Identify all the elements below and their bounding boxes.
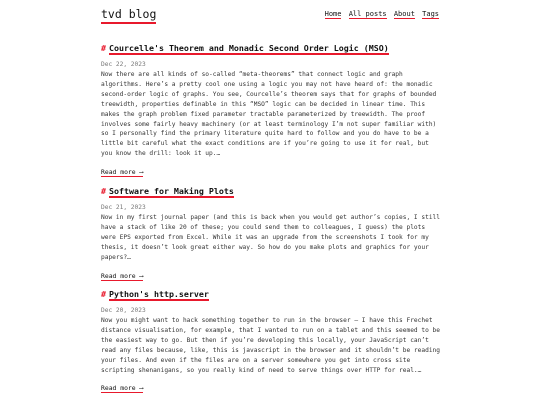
post-title-link[interactable]: Software for Making Plots	[109, 186, 234, 196]
post-title-link[interactable]: Python's http.server	[109, 289, 209, 299]
site-title-link[interactable]: tvd blog	[101, 8, 156, 24]
post-excerpt: Now in my first journal paper (and this is back when you would get author’s copies, I still have a stack of like 20 of these; you could send them to colleagues, I guess) the plots were EPS exported from Excel. While it was an upgrade from the screenshots I took for my thesis, it doesn’t look great either way. So how do you make plots and graphics for your papers?…	[101, 214, 440, 261]
post-title[interactable]	[101, 289, 441, 300]
post-title-link[interactable]: Courcelle's Theorem and Monadic Second Order Logic (MSO)	[109, 43, 389, 53]
nav-about-link[interactable]: About	[393, 10, 415, 18]
post-title[interactable]	[101, 43, 441, 54]
post-excerpt: Now there are all kinds of so-called “meta-theorems” that connect logic and graph algorithms. Here’s a pretty cool one using a logic you may not have heard of: the monadic second-order logic of graphs. You see, Courcelle’s theorem says that for graphs of bounded treewidth, properties definable in this “MSO” logic can be decided in linear time. This makes the graph problem fixed parameter tractable parameterized by treewidth. The proof involves some fairly heavy machinery (or at least terminology I’m not super familiar with) so I personally find the primary literature quite hard to follow and you do have to be a little bit careful what the exact conditions are if you’re going to use it for real, but you know the drill: look it up.…	[101, 71, 437, 158]
read-more-link[interactable]: Read more ⟶	[101, 168, 144, 177]
post-date: Dec 21, 2023	[101, 204, 146, 211]
post-item	[101, 289, 441, 394]
read-more-link[interactable]: Read more ⟶	[101, 271, 144, 280]
top-nav	[322, 10, 439, 19]
read-more-link[interactable]: Read more ⟶	[101, 384, 144, 393]
post-date: Dec 22, 2023	[101, 61, 146, 68]
post-excerpt: Now you might want to hack something together to run in the browser – I have this Frechet distance visualisation, for example, that I wanted to run on a tablet and this seemed to be the easiest way to go. But then if you’re developing this locally, your JavaScript can’t read any files because, like, this is javascript in the browser and it shouldn’t be reading your files. And even if the files are on a server somewhere you get into cross site scripting shenanigans, so you really kind of need to serve things over HTTP for real.…	[101, 317, 440, 374]
hash-icon: #	[101, 43, 106, 53]
post-item	[101, 186, 441, 282]
nav-home-link[interactable]: Home	[324, 10, 342, 18]
post-title[interactable]	[101, 186, 441, 197]
hash-icon: #	[101, 289, 106, 299]
nav-all-posts-link[interactable]: All posts	[348, 10, 387, 18]
nav-tags-link[interactable]: Tags	[422, 10, 439, 18]
post-date: Dec 20, 2023	[101, 307, 146, 314]
hash-icon: #	[101, 186, 106, 196]
post-item	[101, 43, 441, 178]
